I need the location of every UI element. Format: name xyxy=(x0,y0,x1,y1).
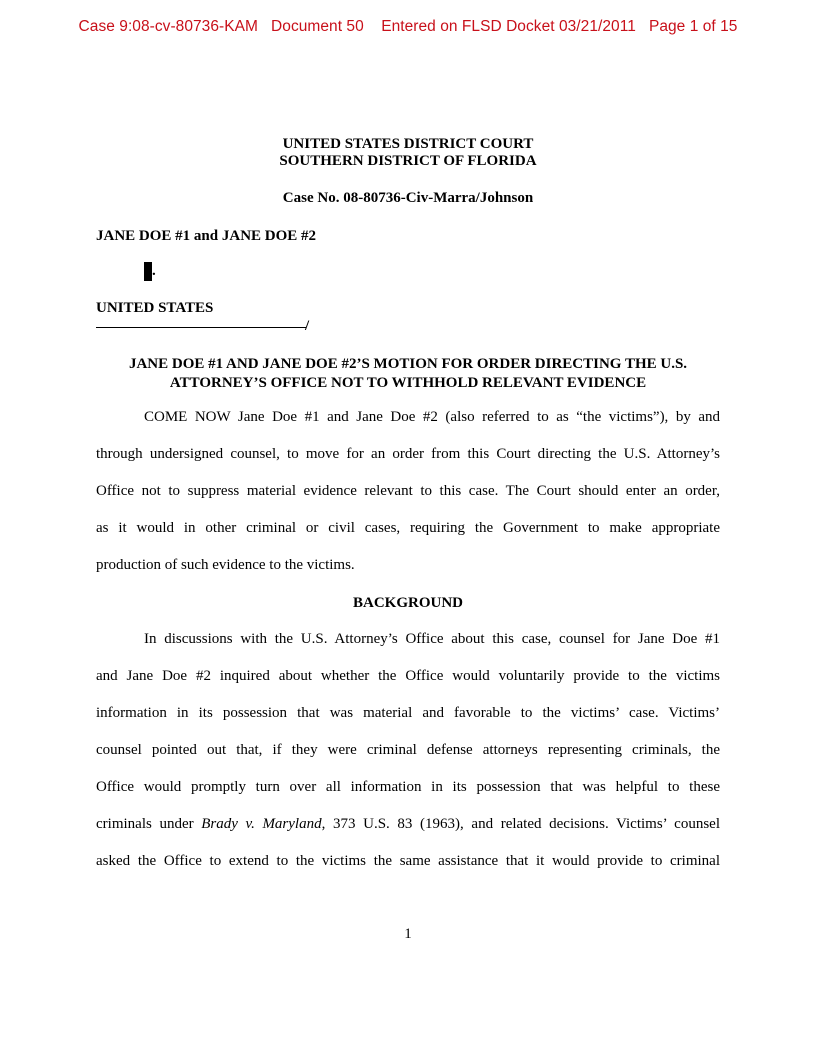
redaction-suffix: . xyxy=(152,263,156,279)
background-line-6 xyxy=(96,816,720,833)
defendant: UNITED STATES xyxy=(96,300,214,316)
caption-slash: / xyxy=(305,318,310,334)
page-number: 1 xyxy=(404,926,412,942)
motion-title: JANE DOE #1 AND JANE DOE #2’S MOTION FOR ORDER DIRECTING THE U.S. ATTORNEY’S OFFICE NOT TO WITHHOLD RELEVANT EVIDENCE xyxy=(128,356,688,391)
court-name-line2: SOUTHERN DISTRICT OF FLORIDA xyxy=(279,153,537,169)
intro-line-1: COME NOW Jane Doe #1 and Jane Doe #2 (also referred to as “the victims”), by and xyxy=(144,409,720,425)
redaction-block xyxy=(144,262,152,281)
plaintiffs: JANE DOE #1 and JANE DOE #2 xyxy=(96,228,317,244)
brady-prefix: criminals under xyxy=(96,816,202,832)
background-heading: BACKGROUND xyxy=(352,595,463,611)
court-name-line1: UNITED STATES DISTRICT COURT xyxy=(282,136,534,152)
intro-line-5: production of such evidence to the victims. xyxy=(96,557,355,573)
background-line-5: Office would promptly turn over all information in its possession that was helpful to these xyxy=(96,779,720,795)
case-number: Case No. 08-80736-Civ-Marra/Johnson xyxy=(282,190,534,206)
intro-line-2: through undersigned counsel, to move for an order from this Court directing the U.S. Attorney’s xyxy=(96,446,720,462)
caption-underline xyxy=(96,327,306,328)
background-line-7: asked the Office to extend to the victims the same assistance that it would provide to criminal xyxy=(96,853,720,869)
intro-line-3: Office not to suppress material evidence relevant to this case. The Court should enter an order, xyxy=(96,483,720,499)
docket-header: Case 9:08-cv-80736-KAM Document 50 Entered on FLSD Docket 03/21/2011 Page 1 of 15 xyxy=(78,18,738,35)
intro-line-4: as it would in other criminal or civil cases, requiring the Government to make appropriate xyxy=(96,520,720,536)
brady-case-name: Brady v. Maryland xyxy=(201,816,322,832)
background-line-4: counsel pointed out that, if they were criminal defense attorneys representing criminals, the xyxy=(96,742,720,758)
brady-suffix: , 373 U.S. 83 (1963), and related decisions. Victims’ counsel xyxy=(321,816,720,832)
background-line-3: information in its possession that was material and favorable to the victims’ case. Victims’ xyxy=(96,705,720,721)
background-line-1: In discussions with the U.S. Attorney’s Office about this case, counsel for Jane Doe #1 xyxy=(144,631,720,647)
background-line-2: and Jane Doe #2 inquired about whether the Office would voluntarily provide to the victims xyxy=(96,668,720,684)
